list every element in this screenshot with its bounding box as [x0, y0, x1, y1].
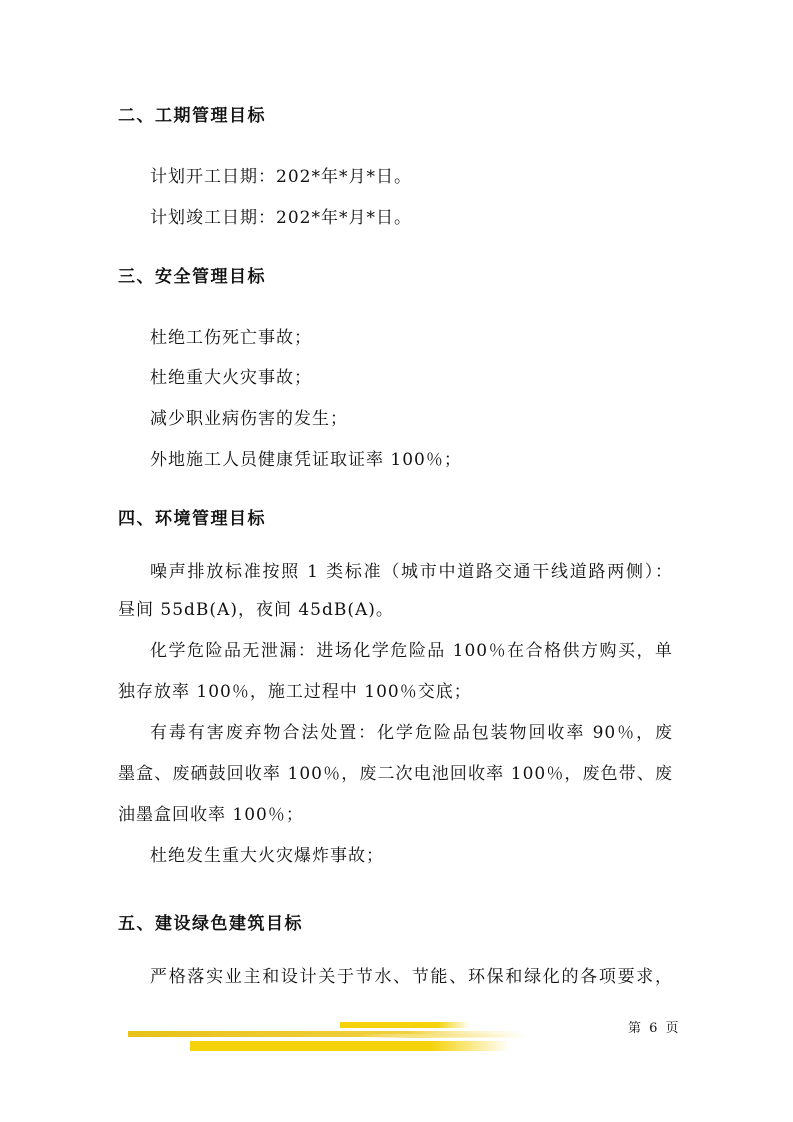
schedule-start-date: 计划开工日期：202*年*月*日。: [150, 167, 412, 187]
section-heading-green-building: 五、建设绿色建筑目标: [118, 914, 303, 934]
section-heading-environment: 四、环境管理目标: [118, 509, 266, 529]
section-heading-schedule: 二、工期管理目标: [118, 106, 266, 126]
footer-bar: [128, 1031, 528, 1037]
safety-item: 外地施工人员健康凭证取证率 100％；: [150, 450, 462, 470]
green-paragraph-line: 严格落实业主和设计关于节水、节能、环保和绿化的各项要求，: [150, 967, 673, 987]
environment-paragraph-line: 噪声排放标准按照 1 类标准（城市中道路交通干线道路两侧）：: [150, 562, 673, 582]
safety-item: 减少职业病伤害的发生；: [150, 409, 348, 429]
safety-item: 杜绝工伤死亡事故；: [150, 328, 312, 348]
safety-item: 杜绝重大火灾事故；: [150, 368, 312, 388]
environment-paragraph-line: 独存放率 100％，施工过程中 100％交底；: [118, 682, 472, 702]
environment-paragraph-line: 油墨盒回收率 100％；: [118, 805, 304, 825]
footer-bar: [190, 1041, 510, 1051]
environment-paragraph-line: 昼间 55dB(A)，夜间 45dB(A)。: [118, 600, 394, 620]
environment-paragraph-line: 墨盒、废硒鼓回收率 100％，废二次电池回收率 100％，废色带、废: [118, 764, 673, 784]
environment-paragraph-line: 化学危险品无泄漏：进场化学危险品 100％在合格供方购买，单: [150, 641, 673, 661]
environment-paragraph-line: 杜绝发生重大火灾爆炸事故；: [150, 846, 384, 866]
page-number: 第 6 页: [628, 1021, 681, 1036]
environment-paragraph-line: 有毒有害废弃物合法处置：化学危险品包装物回收率 90％，废: [150, 723, 673, 743]
section-heading-safety: 三、安全管理目标: [118, 267, 266, 287]
footer-bar: [360, 1034, 530, 1038]
schedule-end-date: 计划竣工日期：202*年*月*日。: [150, 208, 412, 228]
footer-bar: [340, 1022, 470, 1028]
